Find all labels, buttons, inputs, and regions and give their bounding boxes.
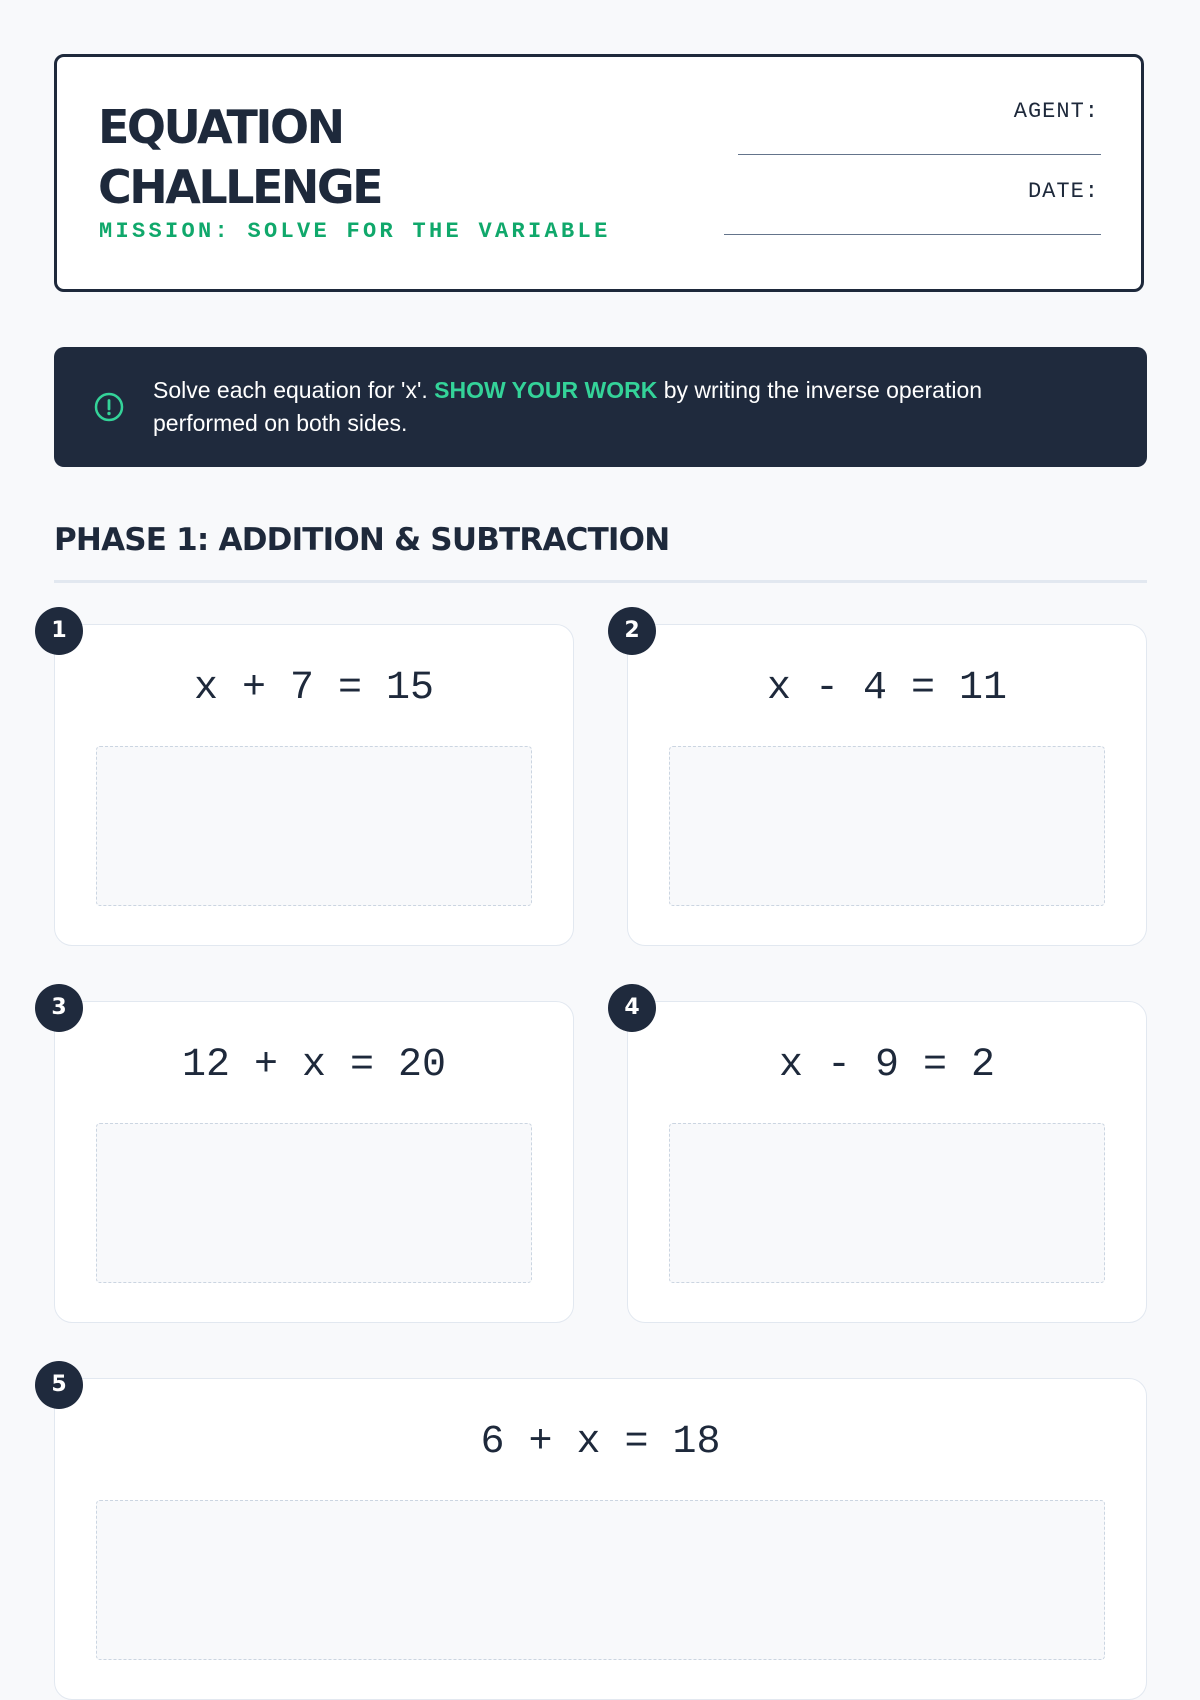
equation: x + 7 = 15: [193, 666, 435, 711]
problem-card: [51, 995, 574, 1323]
agent-name-line[interactable]: [738, 154, 1101, 155]
problem-card: [51, 1372, 1147, 1700]
show-your-work-highlight: SHOW YOUR WORK: [434, 377, 658, 403]
worksheet-title: [98, 97, 381, 217]
agent-label: AGENT:: [1013, 99, 1099, 124]
problem-card: [51, 618, 574, 946]
instructions-text-start: Solve each equation for 'x'.: [153, 377, 435, 403]
date-line[interactable]: [724, 234, 1101, 235]
header-card: [54, 54, 1144, 292]
problem-number-badge: 4: [608, 984, 656, 1032]
instructions-banner: [54, 347, 1147, 467]
problem-number-badge: 2: [608, 607, 656, 655]
instructions-text-end: by writing the inverse operation performed on both sides.: [153, 377, 983, 436]
problem-number-badge: 1: [35, 607, 83, 655]
work-area[interactable]: [669, 1123, 1105, 1283]
equation: x - 4 = 11: [766, 666, 1008, 711]
equation: 6 + x = 18: [480, 1420, 721, 1465]
instructions-text: [153, 374, 1083, 440]
title-line-1: EQUATION: [98, 100, 343, 154]
work-area[interactable]: [669, 746, 1105, 906]
date-label: DATE:: [1027, 179, 1099, 204]
problem-number-badge: 3: [35, 984, 83, 1032]
alert-circle-icon: [94, 392, 124, 422]
equation: x - 9 = 2: [778, 1043, 996, 1088]
problem-card: [624, 995, 1147, 1323]
problem-number-badge: 5: [35, 1361, 83, 1409]
mission-subtitle: MISSION: SOLVE FOR THE VARIABLE: [99, 219, 611, 244]
phase-divider: [54, 580, 1147, 583]
problem-card: [624, 618, 1147, 946]
work-area[interactable]: [96, 1500, 1105, 1660]
equation: 12 + x = 20: [181, 1043, 447, 1088]
phase-title: PHASE 1: ADDITION & SUBTRACTION: [54, 522, 670, 558]
title-line-2: CHALLENGE: [98, 160, 382, 214]
work-area[interactable]: [96, 746, 532, 906]
work-area[interactable]: [96, 1123, 532, 1283]
